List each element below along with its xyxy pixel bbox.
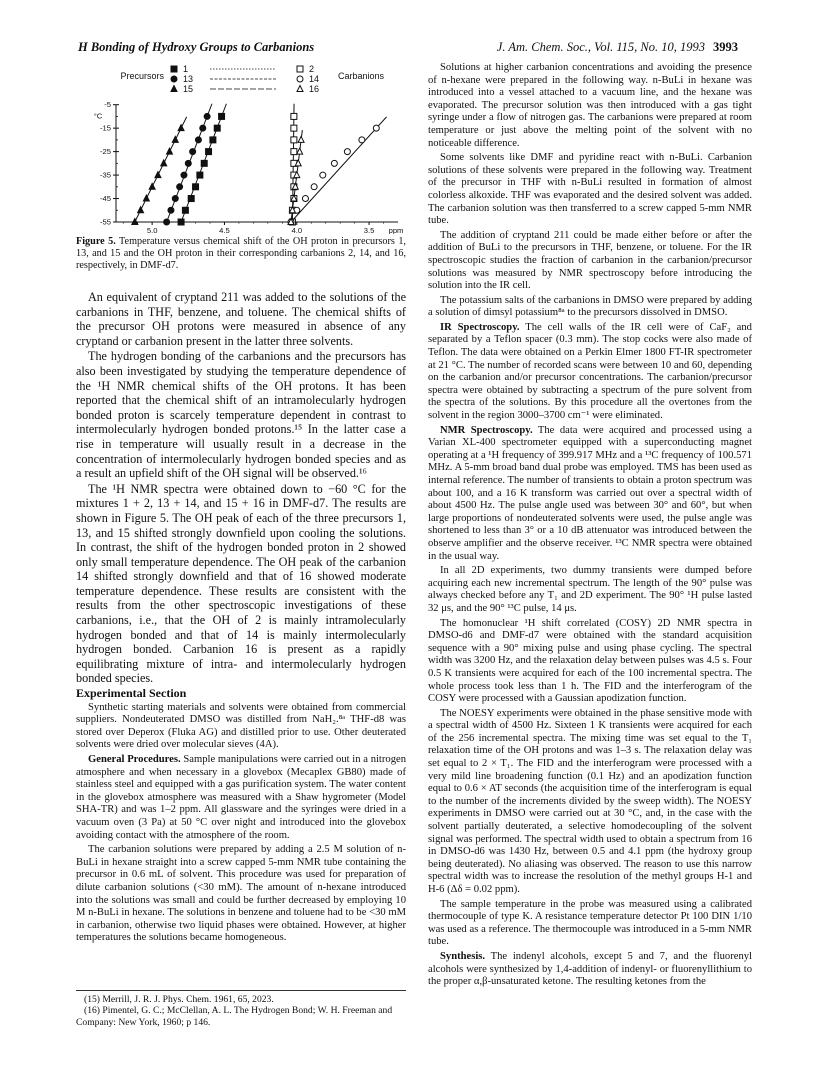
legend-carbanion-id: 16 <box>309 84 320 94</box>
legend-precursor-id: 1 <box>183 64 189 74</box>
page-number: 3993 <box>713 40 738 54</box>
data-point <box>143 195 149 201</box>
journal-citation <box>497 40 738 55</box>
data-point <box>177 184 183 190</box>
legend-precursor-id: 15 <box>183 84 194 94</box>
data-point <box>164 219 170 225</box>
data-point <box>193 184 199 190</box>
data-point <box>297 148 303 154</box>
data-point <box>320 172 326 178</box>
data-point <box>188 196 194 202</box>
y-axis-label: °C <box>93 111 103 121</box>
paragraph <box>76 702 406 752</box>
paragraph-text: The data were acquired and processed using a Varian XL-400 spectrometer equipped with a superconducting magnet operating at a ¹H frequency of 399.917 MHz and a ¹³C frequency of 100.571 MHz. A 5-mm broad band dual probe was employed. TMS has been used as internal reference. The number of transients to obtain a proton spectrum was about 100, and a 16 K transform was carried out over a spectral width of about 4500 Hz. The pulse angle used was between 30° and 60°, but when large proportions of nondeuterated solvents were used, the pulse angle was shortened to less than 3° or a 10 dB attenuator was introduced between the observe amplifier and the observe receiver. ¹³C NMR spectra were obtained in the usual way. <box>428 424 753 562</box>
legend-precursor-id: 13 <box>183 74 194 84</box>
data-point <box>291 137 297 143</box>
temperature-shift-chart <box>76 62 408 234</box>
paragraph <box>428 322 752 423</box>
paragraph-lead: Synthesis. <box>440 950 486 962</box>
paragraph-text: Sample manipulations were carried out in a nitrogen atmosphere and when necessary in a glovebox (Mecaplex GB80) made of stainless steel and equipped with a gas purification system. The water content in the glovebox atmosphere was measured with a Shaw hygrometer (Model SHA-TR) and was 1–2 ppm. All glassware and the syringes were dried in a vacuum oven (3 Pa) at 50 °C over night and introduced into the glovebox avoiding contact with the atmosphere of the room. <box>76 754 406 841</box>
data-point <box>178 125 184 131</box>
legend-carbanion-id: 14 <box>309 74 320 84</box>
paragraph-text: The carbanion solutions were prepared by adding a 2.5 M solution of n-BuLi in hexane straight into a screw capped 5-mm NMR tube containing the precursor in 0.6 mL of solvent. This procedure was used for preparation of dilute carbanion solutions (<30 mM). The amount of n-hexane introduced into the solutions was small and could be further decreased by employing 10 M n-BuLi in hexane. The solutions in benzene and toluene had to be <30 mM in carbanion, otherwise two liquid phases were obtained. However, at higher temperatures the solutions became homogeneous. <box>76 844 406 944</box>
series-line <box>291 117 387 222</box>
data-point <box>291 125 297 131</box>
figure-caption-text: Temperature versus chemical shift of the OH proton in precursors 1, 13, and 15 and the OH proton in their corresponding carbanions 2, 14, and 16, respectively, in DMF-d7. <box>76 236 406 272</box>
data-point <box>138 207 144 213</box>
footnote: (15) Merrill, J. R. J. Phys. Chem. 1961, 65, 2023. <box>84 994 274 1005</box>
paragraph <box>428 565 752 615</box>
data-point <box>172 196 178 202</box>
x-tick-label: 4.5 <box>219 226 230 234</box>
x-tick-label: 4.0 <box>291 226 303 234</box>
paragraph <box>428 951 752 989</box>
data-point <box>219 113 225 119</box>
paragraph-text: The potassium salts of the carbanions in DMSO were prepared by adding a solution of dimsyl potassium⁸ᵃ to the precursors dissolved in DMSO. <box>428 294 752 319</box>
data-point <box>214 125 220 131</box>
x-tick-label: 3.5 <box>363 226 375 234</box>
data-point <box>373 125 379 131</box>
paragraph <box>428 62 752 150</box>
data-point <box>201 160 207 166</box>
data-point <box>344 149 350 155</box>
data-point <box>210 137 216 143</box>
paragraph-lead: IR Spectroscopy. <box>440 321 520 333</box>
paragraph <box>428 708 752 897</box>
paragraph <box>428 152 752 228</box>
paragraph <box>428 425 752 564</box>
data-point <box>181 172 187 178</box>
legend-carbanions-label: Carbanions <box>338 71 385 81</box>
data-point <box>311 184 317 190</box>
paragraph: An equivalent of cryptand 211 was added to the solutions of the carbanions in THF, benzene, and toluene. The chemical shifts of the precursor OH protons were measured in absence of any cryptand or carbanion present in the latter three solvents. <box>76 290 406 348</box>
paragraph-text: The addition of cryptand 211 could be made either before or after the addition of BuLi to the precursors in THF, benzene, or toluene. For the IR spectroscopic studies the fraction of carbanion in the carbanion/precursor solutions was measured by NMR spectroscopy before introducing the solution into the IR cell. <box>428 229 752 292</box>
paragraph-lead: NMR Spectroscopy. <box>440 424 533 436</box>
series-15 <box>132 117 187 225</box>
y-tick-label: -5 <box>104 100 111 110</box>
paragraph-text: Some solvents like DMF and pyridine react with n-BuLi. Carbanion solutions of these solvents were prepared in the following way. Treatment of the precursor in THF with n-BuLi resulted in formation of almost colorless alkoxide. THF was evaporated and the desired solvent was added. The carbanion solution was then transferred to a screw capped 5-mm NMR tube. <box>428 152 752 227</box>
data-point <box>297 86 303 92</box>
section-heading: Experimental Section <box>76 686 187 701</box>
data-point <box>197 172 203 178</box>
data-point <box>297 66 303 72</box>
data-point <box>200 125 206 131</box>
series-14 <box>288 117 387 225</box>
data-point <box>291 149 297 155</box>
y-tick-label: -35 <box>100 170 111 180</box>
legend-precursors-label: Precursors <box>120 71 164 81</box>
paragraph <box>76 754 406 842</box>
journal-reference: J. Am. Chem. Soc., Vol. 115, No. 10, 1993 <box>496 40 705 54</box>
paragraph <box>428 618 752 706</box>
y-tick-label: -15 <box>100 123 111 133</box>
y-tick-label: -25 <box>100 147 111 157</box>
chart-axes <box>94 100 404 234</box>
data-point <box>302 196 308 202</box>
paragraph-text: Synthetic starting materials and solvents were obtained from commercial suppliers. Nondeuterated DMSO was distilled from NaH₂.⁸ᵃ THF-d8 was stored over Deperox (Fluka AG) and distilled prior to use. Other deuterated solvents were dried over molecular sieves (4A). <box>76 701 406 751</box>
x-tick-label: 5.0 <box>146 226 158 234</box>
paragraph-text: The NOESY experiments were obtained in the phase sensitive mode with a spectral width of 4500 Hz. Sixteen 1 K transients were acquired for each of the 256 incremental spectra. The mixing time was set equal to the T₁ relaxation time of the OH protons and was 1–3 s. The relaxation delay was set equal to 2 × T₁. The FID and the interferogram were processed with a very mild line broadening function (0.1 Hz) and an apodization function equal to 0.6 × AT seconds (the acquisition time of the interferogram is equal to the number of the increments divided by the sweep width). The NOESY experiments in DMSO were carried out at 30 °C, and, in the case with the solvent partially deuterated, a selective homodecoupling of the solvent signal was performed. The spectral width used to obtain a spectrum from 16 in DMSO-d6 was 1430 Hz, between 0.5 and 4.1 ppm (the hydroxy group being deuterated). No aliasing was observed. The reason to use this narrow spectral width was to increase the resolution of the methyl groups H-1 and H-6 (Δδ = 0.02 ppm). <box>428 707 752 895</box>
data-point <box>167 148 173 154</box>
series-line <box>135 117 187 222</box>
paragraph: The ¹H NMR spectra were obtained down to −60 °C for the mixtures 1 + 2, 13 + 14, and 15 + 16 in DMF-d7. The results are shown in Figure 5. The OH peak of each of the three precursors 1, 13, and 15 shifted strongly downfield upon cooling the solutions. In contrast, the shift of the hydrogen bonded proton in 2 showed only small temperature dependence. The OH peak of the carbanion 14 shifted strongly downfield and that of 16 showed moderate temperature dependence. These results are consistent with the results from the other spectroscopic investigations of these carbanions, i.e., that the OH of 2 is mainly intramolecularly hydrogen bonded and that of 14 is mainly intermolecularly hydrogen bonded. Carbanion 16 is present as a rapidly equilibrating mixture of intra- and intermolecularly hydrogen bonded species. <box>76 481 406 686</box>
y-tick-label: -55 <box>100 217 111 227</box>
data-point <box>359 137 365 143</box>
data-point <box>161 160 167 166</box>
data-point <box>185 160 191 166</box>
data-point <box>171 76 177 82</box>
figure-caption-label: Figure 5. <box>76 236 116 247</box>
footnotes <box>76 990 406 1028</box>
footnote: (16) Pimentel, G. C.; McClellan, A. L. The Hydrogen Bond; W. H. Freeman and Company: New York, 1960; p 146. <box>76 1005 393 1028</box>
figure-caption <box>76 236 406 273</box>
discussion-text <box>76 290 406 686</box>
data-point <box>291 113 297 119</box>
paragraph-text: The cell walls of the IR cell were of CaF₂ and separated by a Teflon spacer (0.3 mm). The stop cocks were also made of Teflon. The data were obtained on a Perkin Elmer 1800 FT-IR spectrometer at 21 °C. The number of recorded scans were between 10 and 60, depending on the carbanion and/or precursor concentrations. The carbanion/precursor spectra were obtained by subtracting a spectrum of the pure solvent from the spectra of the solutions. By this procedure all the overtones from the solvent in the region 3000–3700 cm⁻¹ were eliminated. <box>428 321 752 422</box>
paragraph <box>428 295 752 320</box>
data-point <box>171 86 177 92</box>
data-point <box>149 183 155 189</box>
running-title: H Bonding of Hydroxy Groups to Carbanions <box>78 40 315 54</box>
paragraph <box>428 899 752 949</box>
paragraph <box>428 230 752 293</box>
paragraph <box>76 844 406 945</box>
data-point <box>204 113 210 119</box>
figure-5 <box>76 62 408 234</box>
y-tick-label: -45 <box>100 194 111 204</box>
right-column <box>428 62 752 991</box>
data-point <box>190 149 196 155</box>
x-axis-label: ppm <box>388 226 404 234</box>
data-point <box>298 136 304 142</box>
data-point <box>171 66 177 72</box>
chart-series <box>132 104 387 225</box>
data-point <box>206 149 212 155</box>
paragraph-text: The indenyl alcohols, except 5 and 7, and the fluorenyl alcohols were synthesized by 1,4-addition of indenyl- or fluorenyllithium to the proper α,β-unsaturated ketone. The resulting ketones from the <box>428 950 752 988</box>
data-point <box>297 76 303 82</box>
data-point <box>178 219 184 225</box>
paragraph-text: The homonuclear ¹H shift correlated (COSY) 2D NMR spectra in DMSO-d6 and DMF-d7 were obtained with the standard acquisition sequence with a 90° mixing pulse and using phase cycling. The spectral width was 3200 Hz, and the relaxation delay between pulses was 4.5 s. Four 0.5 K transients were acquired for each of the 100 incremental spectra. The whole process took less than 1 h. The FID and the interferogram of the COSY were processed with a Gaussian apodization function. <box>428 617 752 705</box>
paragraph-text: Solutions at higher carbanion concentrations and avoiding the presence of n-hexane were prepared in the following way. n-BuLi in hexane was introduced into a vessel attached to a vacuum line, and the hexane was evaporated. The precursor solution was then introduced with a gas tight syringe under a flow of nitrogen gas. The carbanions were prepared at room temperature or just above the melting point of the solvent with no noticeable difference. <box>428 62 752 149</box>
paragraph-lead: General Procedures. <box>88 754 181 765</box>
data-point <box>172 136 178 142</box>
left-column <box>76 290 406 947</box>
data-point <box>331 160 337 166</box>
data-point <box>155 172 161 178</box>
data-point <box>195 137 201 143</box>
chart-legend <box>120 64 384 94</box>
data-point <box>168 207 174 213</box>
paragraph-text: In all 2D experiments, two dummy transients were dumped before acquiring each new incremental spectrum. The length of the 90° pulse was always checked before any T₁ and 2D experiment. The 90° ¹H pulse lasted 32 μs, and the 90° ¹³C pulse, 14 μs. <box>428 565 752 614</box>
paragraph-text: The sample temperature in the probe was measured using a calibrated thermocouple of type K. A resistance temperature detector Pt 100 DIN 1/10 was used as a reference. The thermocouple was introduced in a 5-mm NMR tube. <box>428 898 752 948</box>
paragraph: The hydrogen bonding of the carbanions and the precursors has also been investigated by studying the temperature dependence of the ¹H NMR chemical shifts of the OH protons. It has been reported that the chemical shift of an intramolecularly hydrogen bonded proton is scarcely temperature dependent in contrast to intermolecularly hydrogen bonded protons.¹⁵ In the latter case a rise in temperature will usually result in a decrease in the concentration of intermolecularly hydrogen bonded species and as a result an upfield shift of the OH signal will be observed.¹⁶ <box>76 349 406 481</box>
legend-carbanion-id: 2 <box>309 64 315 74</box>
data-point <box>182 207 188 213</box>
